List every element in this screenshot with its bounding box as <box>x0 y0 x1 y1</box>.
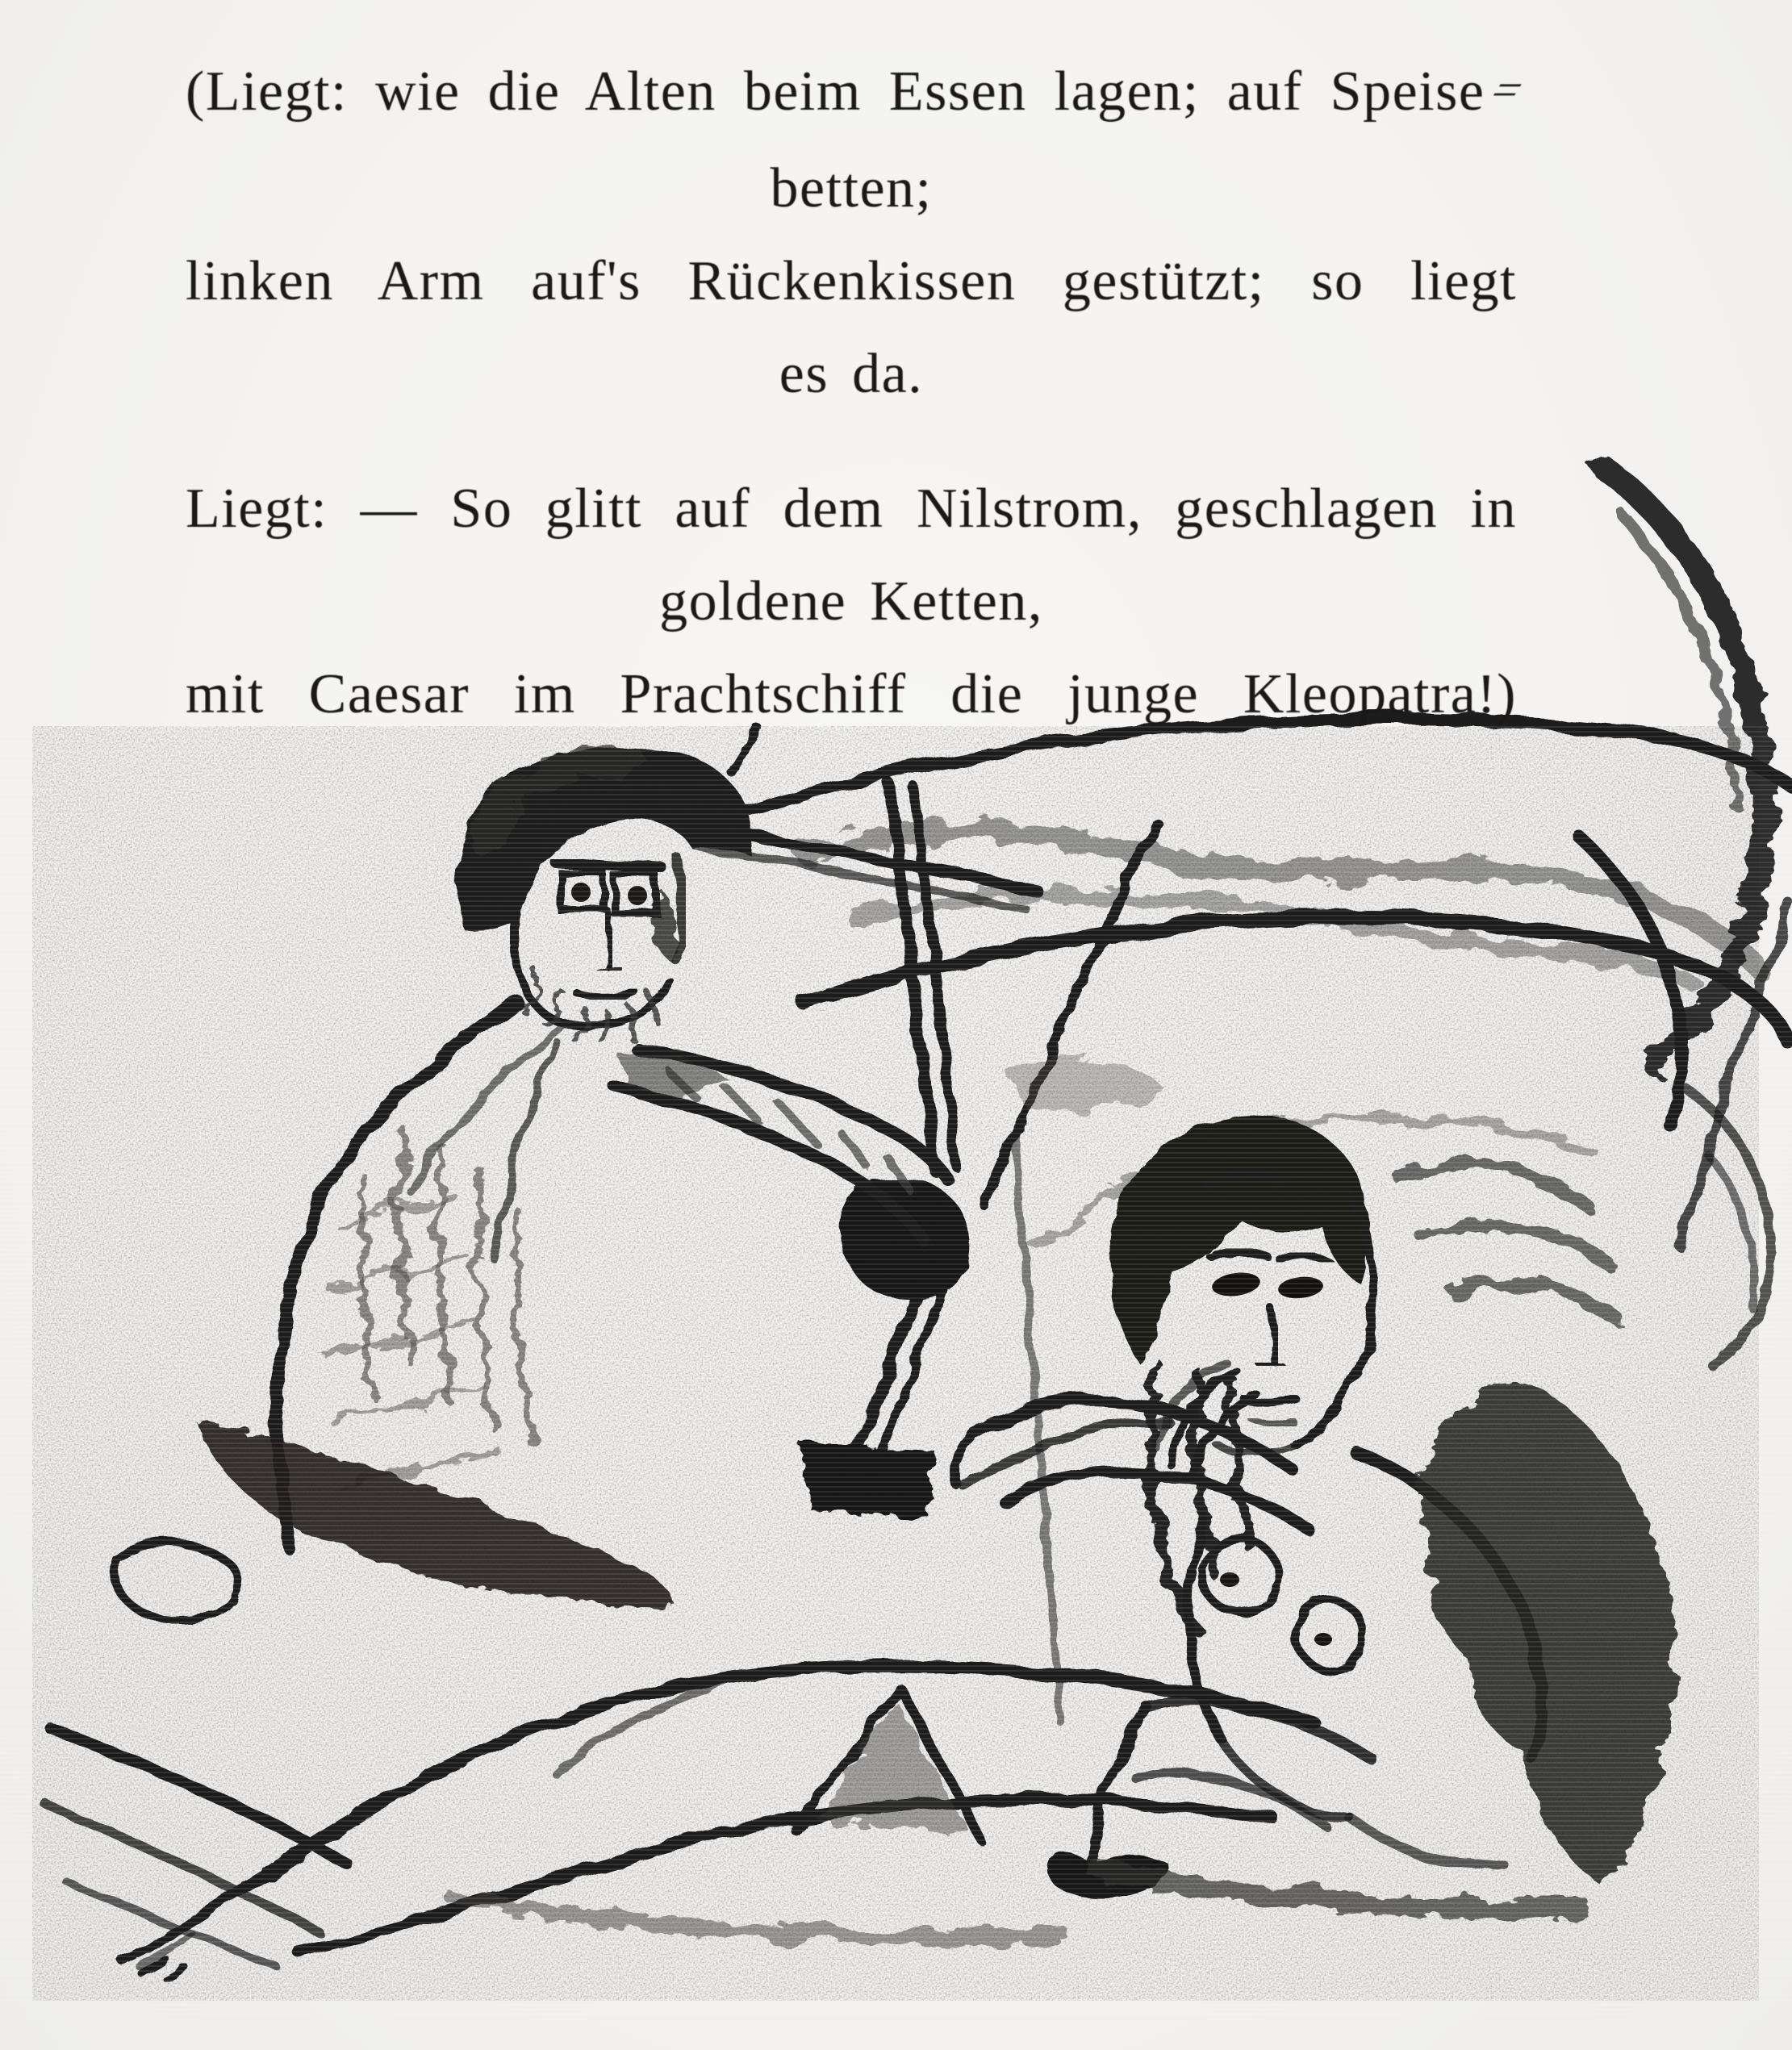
poem-line: goldene Ketten, <box>659 570 1043 633</box>
poem-block <box>186 45 1536 741</box>
poem-stanza-1 <box>186 45 1536 420</box>
poem-line <box>186 45 1536 142</box>
poem-line: es da. <box>779 343 924 405</box>
lithograph-grain-texture <box>32 726 1759 2001</box>
poem-stanza-2 <box>186 462 1517 741</box>
poem-line-text: (Liegt: wie die Alten beim Essen lagen; auf Speise <box>186 61 1485 123</box>
poem-line: Liegt: — So glitt auf dem Nilstrom, geschlagen in <box>186 478 1517 540</box>
poem-line: mit Caesar im Prachtschiff die junge Kleopatra!) <box>186 663 1517 725</box>
poem-line: linken Arm auf's Rückenkissen gestützt; so liegt <box>186 250 1517 312</box>
poem-line: betten; <box>770 157 933 219</box>
double-oblique-hyphen: = <box>1479 65 1536 115</box>
